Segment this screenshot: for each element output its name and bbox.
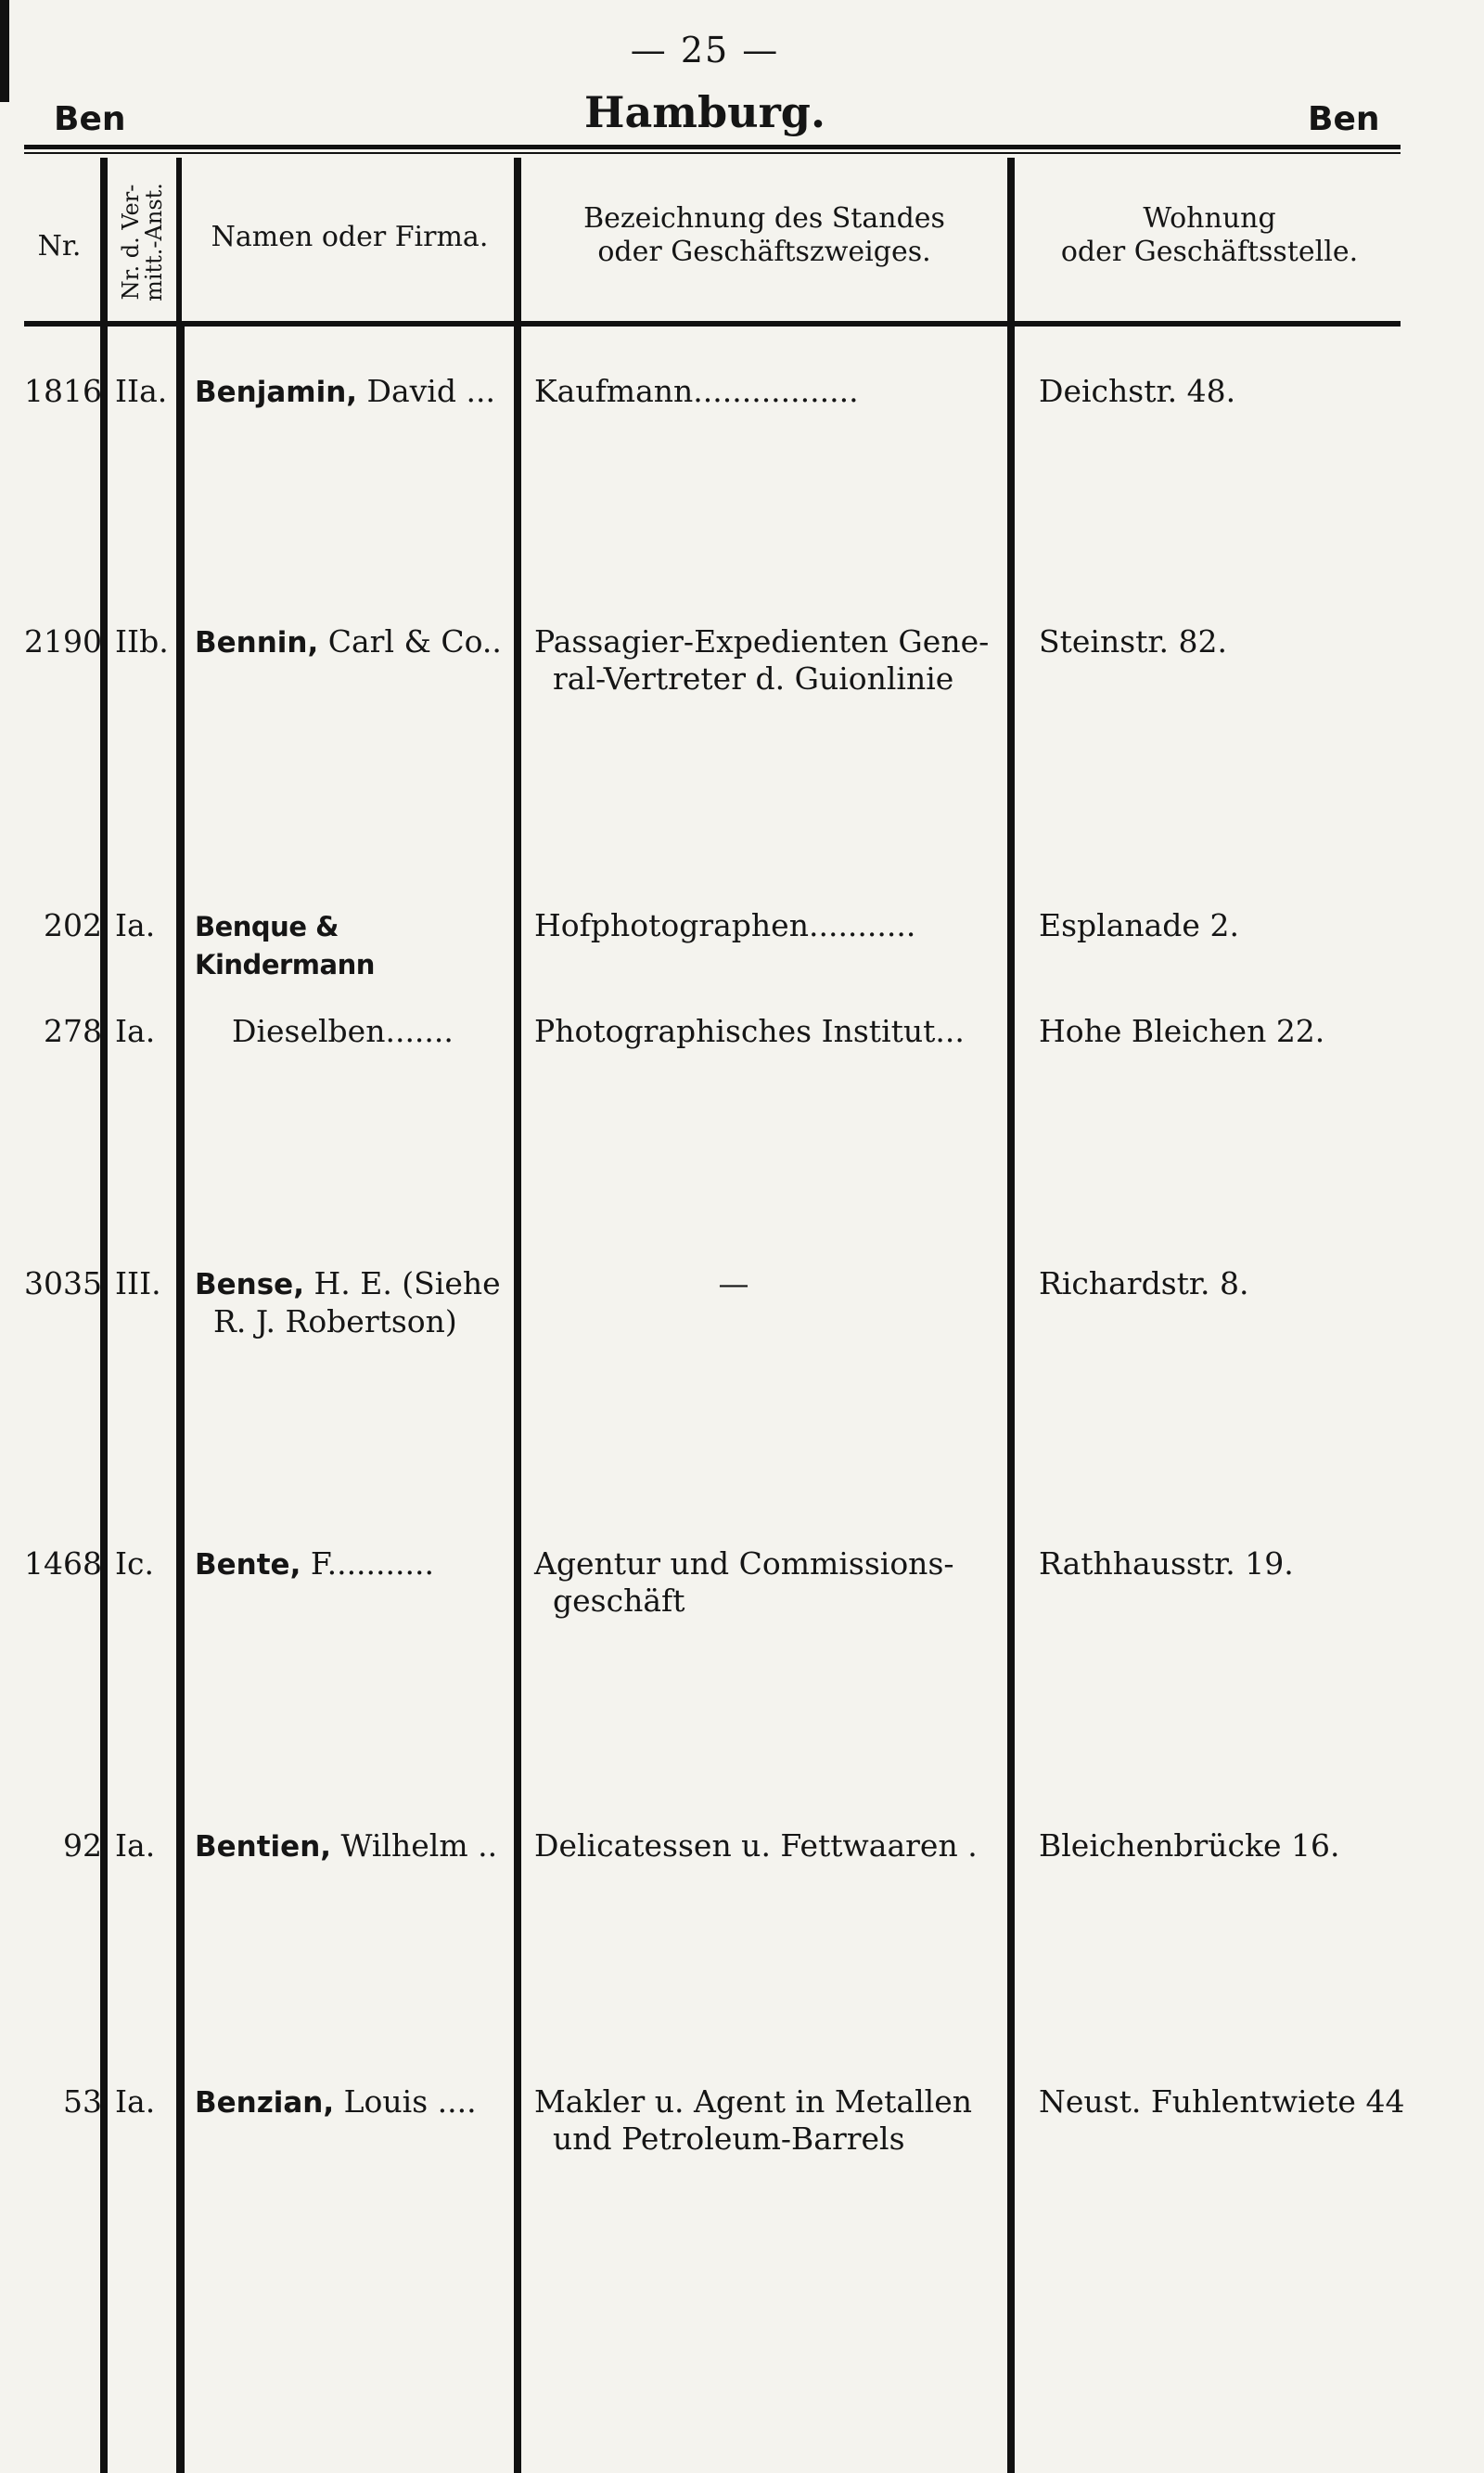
- entry-name-rest: H. E. (Siehe: [303, 1265, 501, 1301]
- entry-agency-class: Ic.: [115, 1545, 155, 1582]
- column-header-address-line2: oder Geschäftsstelle.: [1060, 236, 1359, 268]
- entry-address: Richardstr. 8.: [1039, 1265, 1249, 1301]
- entry-surname: Bense,: [195, 1268, 304, 1301]
- entry-address: Steinstr. 82.: [1039, 623, 1228, 660]
- header-rule: [24, 321, 1401, 327]
- column-header-nr: Nr.: [37, 230, 82, 263]
- entry-agency-class: Ia.: [115, 2083, 156, 2120]
- entry-address: Deichstr. 48.: [1039, 373, 1236, 409]
- entry-name-rest: Louis ....: [334, 2083, 477, 2120]
- running-head-left: Ben: [54, 100, 126, 138]
- entry-name: [195, 2083, 514, 2121]
- entry-surname: Benque & Kindermann: [195, 911, 375, 980]
- entry-occupation: —: [718, 1265, 749, 1301]
- entry-occupation: [534, 623, 1007, 698]
- entry-name: [195, 1013, 551, 1050]
- entry-name: [195, 1265, 514, 1340]
- entry-agency-class: Ia.: [115, 1827, 156, 1864]
- column-header-stand: [521, 202, 1007, 269]
- entry-surname: Bente,: [195, 1548, 301, 1582]
- entry-name-rest: Carl & Co..: [318, 623, 502, 660]
- entry-name-line2: R. J. Robertson): [213, 1303, 457, 1339]
- entry-number: 92: [63, 1827, 102, 1864]
- column-header-stand-line2: oder Geschäftszweiges.: [597, 236, 931, 268]
- entry-name: [195, 623, 514, 661]
- entry-number: 1468: [24, 1545, 102, 1582]
- entry-address: Esplanade 2.: [1039, 907, 1239, 943]
- entry-name-rest: F...........: [301, 1545, 434, 1582]
- entry-occupation: Photographisches Institut...: [534, 1013, 965, 1049]
- entry-agency-class: IIa.: [115, 373, 168, 409]
- entry-surname: Bentien,: [195, 1830, 332, 1864]
- column-divider-4: [1007, 158, 1015, 2473]
- entry-occupation: Kaufmann.................: [534, 373, 859, 409]
- entry-name: [195, 1827, 514, 1865]
- entry-surname: Benjamin,: [195, 376, 358, 409]
- entry-agency-class: Ia.: [115, 907, 156, 943]
- entry-occupation-line1: Agentur und Commissions-: [534, 1545, 954, 1582]
- entry-name: [195, 373, 514, 411]
- column-header-address-line1: Wohnung: [1143, 202, 1276, 235]
- page-number: — 25 —: [630, 30, 780, 70]
- column-divider-3: [514, 158, 521, 2473]
- entry-number: 202: [44, 907, 102, 943]
- column-header-verm-text: Nr. d. Ver- mitt.-Anst.: [118, 183, 167, 301]
- entry-agency-class: III.: [115, 1265, 161, 1301]
- column-header-address: [1015, 202, 1404, 269]
- city-title: Hamburg.: [584, 87, 825, 137]
- entry-address: Hohe Bleichen 22.: [1039, 1013, 1325, 1049]
- top-rule-thin: [24, 152, 1401, 154]
- entry-name-rest: Wilhelm ..: [331, 1827, 498, 1864]
- column-divider-2-header: [176, 158, 182, 321]
- entry-number: 53: [63, 2083, 102, 2120]
- entry-occupation-line1: Passagier-Expedienten Gene-: [534, 623, 990, 660]
- entry-name-rest: David ...: [357, 373, 495, 409]
- entry-occupation-line2: und Petroleum-Barrels: [553, 2121, 905, 2157]
- entry-occupation: Delicatessen u. Fettwaaren .: [534, 1827, 978, 1864]
- column-header-name: Namen oder Firma.: [211, 221, 489, 253]
- top-rule: [24, 145, 1401, 149]
- entry-number: 3035: [24, 1265, 102, 1301]
- entry-address: Neust. Fuhlentwiete 44: [1039, 2083, 1405, 2120]
- column-header-stand-line1: Bezeichnung des Standes: [583, 202, 945, 235]
- entry-number: 2190: [24, 623, 102, 660]
- entry-name: [195, 1545, 514, 1583]
- column-divider-1: [100, 158, 108, 2473]
- entry-occupation: [534, 2083, 1007, 2158]
- entry-occupation-line1: Makler u. Agent in Metallen: [534, 2083, 972, 2120]
- entry-occupation: Hofphotographen...........: [534, 907, 916, 943]
- entry-occupation: [534, 1545, 1007, 1620]
- entry-address: Rathhausstr. 19.: [1039, 1545, 1294, 1582]
- entry-surname: Benzian,: [195, 2086, 335, 2120]
- entry-agency-class: IIb.: [115, 623, 169, 660]
- entry-occupation-line2: ral-Vertreter d. Guionlinie: [553, 660, 954, 697]
- column-header-verm: [115, 163, 171, 321]
- entry-occupation-line2: geschäft: [553, 1582, 685, 1619]
- running-head-right: Ben: [1308, 100, 1380, 138]
- entry-name-rest: Dieselben.......: [232, 1013, 454, 1049]
- entry-number: 278: [44, 1013, 102, 1049]
- entry-address: Bleichenbrücke 16.: [1039, 1827, 1340, 1864]
- entry-surname: Bennin,: [195, 626, 319, 660]
- entry-agency-class: Ia.: [115, 1013, 156, 1049]
- entry-name: [195, 907, 514, 983]
- entry-number: 1816: [24, 373, 102, 409]
